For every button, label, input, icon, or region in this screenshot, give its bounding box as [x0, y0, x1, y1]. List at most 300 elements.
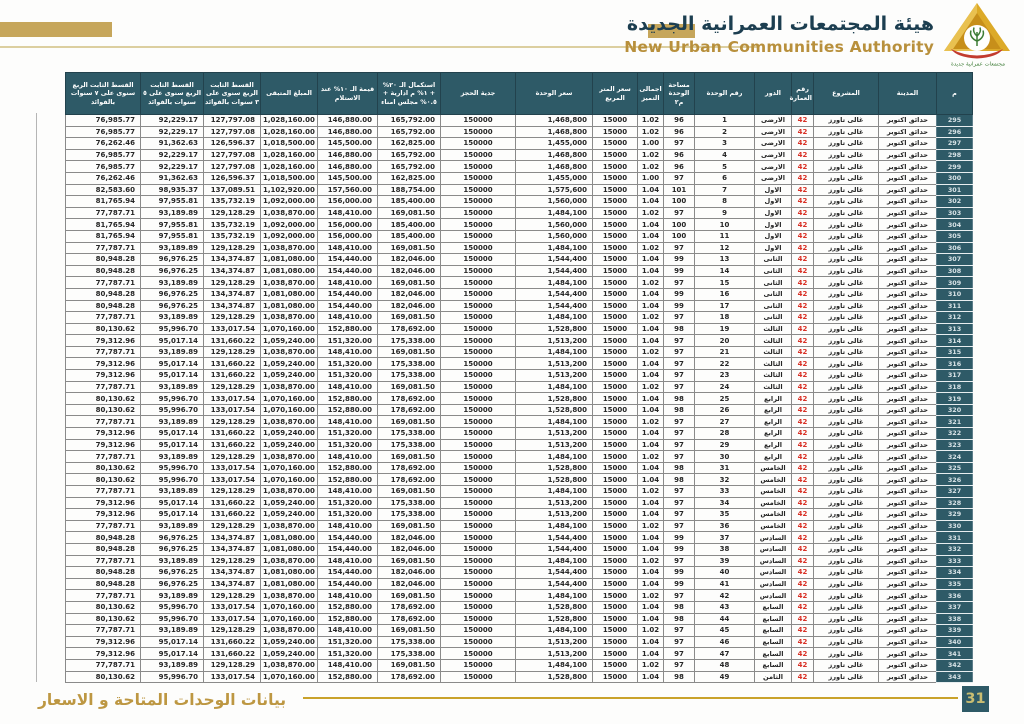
cell-unit-area-m2: 99 — [664, 578, 695, 590]
cell-project: غالى تاورز — [814, 509, 879, 521]
cell-value-10pct-delivery: 148,410.00 — [318, 381, 378, 393]
cell-serial: 309 — [937, 277, 973, 289]
table-row — [66, 335, 973, 347]
cell-city: حدائق اكتوبر — [879, 532, 937, 544]
cell-unit-area-m2: 99 — [664, 288, 695, 300]
cell-remaining-amount: 1,059,240.00 — [261, 428, 318, 440]
cell-installment-7y: 79,312.96 — [66, 497, 141, 509]
cell-unit-price: 1,528,800 — [516, 613, 593, 625]
cell-serial: 313 — [937, 323, 973, 335]
cell-completion-20pct: 185,400.00 — [378, 219, 441, 231]
cell-unit-price: 1,484,100 — [516, 590, 593, 602]
cell-unit-area-m2: 97 — [664, 520, 695, 532]
cell-installment-7y: 77,787.71 — [66, 486, 141, 498]
cell-premium-total: 1.02 — [638, 381, 664, 393]
cell-unit-area-m2: 98 — [664, 404, 695, 416]
cell-price-per-m2: 15000 — [593, 462, 638, 474]
cell-installment-3y: 129,128.29 — [204, 346, 261, 358]
cell-price-per-m2: 15000 — [593, 126, 638, 138]
footer-gold-line — [303, 697, 958, 699]
cell-remaining-amount: 1,028,160.00 — [261, 126, 318, 138]
cell-project: غالى تاورز — [814, 277, 879, 289]
cell-project: غالى تاورز — [814, 312, 879, 324]
cell-project: غالى تاورز — [814, 532, 879, 544]
cell-price-per-m2: 15000 — [593, 636, 638, 648]
cell-price-per-m2: 15000 — [593, 439, 638, 451]
cell-serial: 303 — [937, 207, 973, 219]
cell-unit-price: 1,484,100 — [516, 486, 593, 498]
cell-remaining-amount: 1,028,160.00 — [261, 149, 318, 161]
cell-unit-area-m2: 96 — [664, 115, 695, 127]
cell-project: غالى تاورز — [814, 393, 879, 405]
cell-unit-price: 1,544,400 — [516, 300, 593, 312]
cell-project: غالى تاورز — [814, 567, 879, 579]
cell-installment-7y: 76,985.77 — [66, 149, 141, 161]
cell-unit-no: 34 — [695, 497, 755, 509]
cell-price-per-m2: 15000 — [593, 161, 638, 173]
cell-floor: الثالث — [755, 358, 792, 370]
cell-installment-3y: 134,374.87 — [204, 288, 261, 300]
cell-installment-5y: 95,017.14 — [141, 428, 204, 440]
cell-value-10pct-delivery: 148,410.00 — [318, 312, 378, 324]
cell-unit-area-m2: 99 — [664, 300, 695, 312]
cell-installment-5y: 93,189.89 — [141, 555, 204, 567]
cell-serial: 315 — [937, 346, 973, 358]
cell-serial: 324 — [937, 451, 973, 463]
cell-price-per-m2: 15000 — [593, 428, 638, 440]
cell-installment-3y: 134,374.87 — [204, 300, 261, 312]
cell-price-per-m2: 15000 — [593, 555, 638, 567]
cell-value-10pct-delivery: 152,880.00 — [318, 474, 378, 486]
cell-installment-7y: 80,948.28 — [66, 543, 141, 555]
column-header-installment-3y: القسط الثابت الربع سنوى على ٣ سنوات بالفوائد — [204, 73, 261, 115]
cell-installment-3y: 131,660.22 — [204, 648, 261, 660]
cell-reservation-deposit: 150000 — [441, 590, 516, 602]
cell-remaining-amount: 1,070,160.00 — [261, 474, 318, 486]
units-price-table — [65, 72, 973, 683]
cell-serial: 298 — [937, 149, 973, 161]
cell-installment-5y: 96,976.25 — [141, 265, 204, 277]
cell-completion-20pct: 182,046.00 — [378, 532, 441, 544]
cell-value-10pct-delivery: 148,410.00 — [318, 625, 378, 637]
cell-value-10pct-delivery: 151,320.00 — [318, 497, 378, 509]
cell-floor: الثامن — [755, 671, 792, 683]
cell-completion-20pct: 169,081.50 — [378, 659, 441, 671]
cell-unit-area-m2: 97 — [664, 312, 695, 324]
cell-completion-20pct: 169,081.50 — [378, 451, 441, 463]
cell-completion-20pct: 169,081.50 — [378, 312, 441, 324]
cell-project: غالى تاورز — [814, 115, 879, 127]
cell-installment-7y: 80,948.28 — [66, 578, 141, 590]
table-row — [66, 126, 973, 138]
cell-city: حدائق اكتوبر — [879, 439, 937, 451]
cell-unit-area-m2: 99 — [664, 254, 695, 266]
cell-value-10pct-delivery: 148,410.00 — [318, 520, 378, 532]
cell-serial: 325 — [937, 462, 973, 474]
cell-completion-20pct: 175,338.00 — [378, 358, 441, 370]
cell-building-no: 42 — [792, 115, 814, 127]
cell-installment-3y: 129,128.29 — [204, 277, 261, 289]
cell-completion-20pct: 178,692.00 — [378, 601, 441, 613]
cell-installment-7y: 76,985.77 — [66, 115, 141, 127]
cell-installment-5y: 95,017.14 — [141, 370, 204, 382]
cell-completion-20pct: 169,081.50 — [378, 277, 441, 289]
cell-unit-area-m2: 97 — [664, 636, 695, 648]
cell-installment-3y: 131,660.22 — [204, 439, 261, 451]
cell-price-per-m2: 15000 — [593, 601, 638, 613]
cell-completion-20pct: 169,081.50 — [378, 590, 441, 602]
cell-unit-no: 21 — [695, 346, 755, 358]
cell-value-10pct-delivery: 151,320.00 — [318, 428, 378, 440]
cell-unit-no: 33 — [695, 486, 755, 498]
cell-premium-total: 1.04 — [638, 428, 664, 440]
cell-reservation-deposit: 150000 — [441, 300, 516, 312]
cell-value-10pct-delivery: 154,440.00 — [318, 288, 378, 300]
cell-building-no: 42 — [792, 358, 814, 370]
cell-building-no: 42 — [792, 288, 814, 300]
cell-reservation-deposit: 150000 — [441, 439, 516, 451]
cell-installment-5y: 95,017.14 — [141, 439, 204, 451]
cell-city: حدائق اكتوبر — [879, 335, 937, 347]
cell-completion-20pct: 165,792.00 — [378, 161, 441, 173]
cell-project: غالى تاورز — [814, 636, 879, 648]
cell-unit-no: 31 — [695, 462, 755, 474]
cell-price-per-m2: 15000 — [593, 219, 638, 231]
table-row — [66, 509, 973, 521]
column-header-unit-price: سعر الوحدة — [516, 73, 593, 115]
cell-premium-total: 1.02 — [638, 659, 664, 671]
cell-installment-7y: 80,948.28 — [66, 532, 141, 544]
cell-premium-total: 1.02 — [638, 555, 664, 567]
cell-serial: 341 — [937, 648, 973, 660]
cell-price-per-m2: 15000 — [593, 254, 638, 266]
cell-price-per-m2: 15000 — [593, 346, 638, 358]
cell-value-10pct-delivery: 148,410.00 — [318, 346, 378, 358]
cell-premium-total: 1.04 — [638, 532, 664, 544]
cell-remaining-amount: 1,038,870.00 — [261, 659, 318, 671]
column-header-floor: الدور — [755, 73, 792, 115]
column-header-unit-area-m2: مساحة الوحدة م٢ — [664, 73, 695, 115]
cell-serial: 330 — [937, 520, 973, 532]
cell-price-per-m2: 15000 — [593, 242, 638, 254]
cell-remaining-amount: 1,018,500.00 — [261, 138, 318, 150]
cell-installment-5y: 93,189.89 — [141, 207, 204, 219]
table-row — [66, 625, 973, 637]
cell-installment-3y: 133,017.54 — [204, 404, 261, 416]
cell-installment-7y: 79,312.96 — [66, 335, 141, 347]
cell-completion-20pct: 169,081.50 — [378, 555, 441, 567]
cell-installment-5y: 95,017.14 — [141, 497, 204, 509]
table-row — [66, 323, 973, 335]
table-row — [66, 393, 973, 405]
cell-premium-total: 1.00 — [638, 172, 664, 184]
cell-project: غالى تاورز — [814, 474, 879, 486]
cell-price-per-m2: 15000 — [593, 416, 638, 428]
cell-value-10pct-delivery: 151,320.00 — [318, 636, 378, 648]
cell-project: غالى تاورز — [814, 300, 879, 312]
cell-premium-total: 1.02 — [638, 451, 664, 463]
cell-serial: 331 — [937, 532, 973, 544]
cell-installment-5y: 93,189.89 — [141, 590, 204, 602]
cell-installment-5y: 93,189.89 — [141, 659, 204, 671]
table-row — [66, 497, 973, 509]
cell-installment-5y: 95,017.14 — [141, 358, 204, 370]
cell-remaining-amount: 1,070,160.00 — [261, 462, 318, 474]
cell-value-10pct-delivery: 151,320.00 — [318, 358, 378, 370]
cell-remaining-amount: 1,059,240.00 — [261, 370, 318, 382]
cell-installment-3y: 129,128.29 — [204, 207, 261, 219]
cell-project: غالى تاورز — [814, 126, 879, 138]
units-table-wrap — [65, 72, 973, 683]
cell-price-per-m2: 15000 — [593, 115, 638, 127]
cell-completion-20pct: 169,081.50 — [378, 242, 441, 254]
cell-city: حدائق اكتوبر — [879, 543, 937, 555]
cell-unit-area-m2: 97 — [664, 451, 695, 463]
authority-title-english: New Urban Communities Authority — [624, 38, 934, 56]
cell-serial: 299 — [937, 161, 973, 173]
cell-installment-3y: 131,660.22 — [204, 370, 261, 382]
cell-city: حدائق اكتوبر — [879, 451, 937, 463]
cell-installment-3y: 129,128.29 — [204, 555, 261, 567]
cell-city: حدائق اكتوبر — [879, 404, 937, 416]
cell-project: غالى تاورز — [814, 346, 879, 358]
cell-completion-20pct: 169,081.50 — [378, 520, 441, 532]
cell-unit-price: 1,528,800 — [516, 474, 593, 486]
cell-building-no: 42 — [792, 335, 814, 347]
cell-premium-total: 1.04 — [638, 288, 664, 300]
cell-price-per-m2: 15000 — [593, 509, 638, 521]
cell-unit-area-m2: 97 — [664, 416, 695, 428]
cell-floor: الاول — [755, 230, 792, 242]
cell-remaining-amount: 1,028,160.00 — [261, 161, 318, 173]
cell-floor: الاول — [755, 219, 792, 231]
cell-unit-no: 14 — [695, 265, 755, 277]
cell-serial: 336 — [937, 590, 973, 602]
cell-unit-area-m2: 97 — [664, 625, 695, 637]
cell-floor: الاول — [755, 196, 792, 208]
cell-installment-7y: 80,948.28 — [66, 288, 141, 300]
cell-installment-7y: 76,985.77 — [66, 126, 141, 138]
cell-premium-total: 1.02 — [638, 520, 664, 532]
cell-reservation-deposit: 150000 — [441, 381, 516, 393]
logo-caption: مجتمعات عمرانية جديدة — [951, 61, 1005, 67]
cell-value-10pct-delivery: 148,410.00 — [318, 451, 378, 463]
cell-remaining-amount: 1,081,080.00 — [261, 265, 318, 277]
cell-installment-3y: 129,128.29 — [204, 312, 261, 324]
cell-city: حدائق اكتوبر — [879, 381, 937, 393]
cell-price-per-m2: 15000 — [593, 381, 638, 393]
cell-value-10pct-delivery: 152,880.00 — [318, 323, 378, 335]
cell-building-no: 42 — [792, 323, 814, 335]
cell-unit-no: 48 — [695, 659, 755, 671]
cell-unit-price: 1,560,000 — [516, 230, 593, 242]
cell-floor: السادس — [755, 590, 792, 602]
cell-unit-area-m2: 99 — [664, 532, 695, 544]
cell-unit-area-m2: 97 — [664, 277, 695, 289]
cell-installment-3y: 133,017.54 — [204, 613, 261, 625]
cell-city: حدائق اكتوبر — [879, 323, 937, 335]
cell-unit-area-m2: 97 — [664, 659, 695, 671]
cell-unit-no: 25 — [695, 393, 755, 405]
cell-remaining-amount: 1,081,080.00 — [261, 532, 318, 544]
cell-installment-3y: 129,128.29 — [204, 242, 261, 254]
table-row — [66, 312, 973, 324]
cell-unit-area-m2: 98 — [664, 462, 695, 474]
table-row — [66, 346, 973, 358]
cell-unit-area-m2: 100 — [664, 196, 695, 208]
cell-price-per-m2: 15000 — [593, 196, 638, 208]
cell-serial: 321 — [937, 416, 973, 428]
cell-installment-5y: 97,955.81 — [141, 219, 204, 231]
cell-premium-total: 1.04 — [638, 393, 664, 405]
table-row — [66, 486, 973, 498]
cell-remaining-amount: 1,059,240.00 — [261, 648, 318, 660]
cell-price-per-m2: 15000 — [593, 578, 638, 590]
cell-unit-no: 7 — [695, 184, 755, 196]
cell-floor: الرابع — [755, 393, 792, 405]
cell-remaining-amount: 1,059,240.00 — [261, 509, 318, 521]
cell-floor: الثانى — [755, 288, 792, 300]
cell-value-10pct-delivery: 146,880.00 — [318, 115, 378, 127]
cell-reservation-deposit: 150000 — [441, 312, 516, 324]
cell-reservation-deposit: 150000 — [441, 207, 516, 219]
cell-remaining-amount: 1,070,160.00 — [261, 404, 318, 416]
cell-serial: 340 — [937, 636, 973, 648]
cell-unit-area-m2: 98 — [664, 601, 695, 613]
cell-project: غالى تاورز — [814, 242, 879, 254]
cell-building-no: 42 — [792, 659, 814, 671]
cell-floor: السادس — [755, 578, 792, 590]
cell-project: غالى تاورز — [814, 184, 879, 196]
cell-completion-20pct: 175,338.00 — [378, 335, 441, 347]
cell-project: غالى تاورز — [814, 404, 879, 416]
cell-unit-price: 1,484,100 — [516, 555, 593, 567]
cell-premium-total: 1.04 — [638, 474, 664, 486]
cell-floor: الثانى — [755, 254, 792, 266]
cell-completion-20pct: 182,046.00 — [378, 543, 441, 555]
cell-reservation-deposit: 150000 — [441, 486, 516, 498]
cell-unit-no: 8 — [695, 196, 755, 208]
cell-unit-no: 11 — [695, 230, 755, 242]
cell-unit-price: 1,575,600 — [516, 184, 593, 196]
cell-project: غالى تاورز — [814, 428, 879, 440]
cell-floor: السابع — [755, 613, 792, 625]
cell-floor: السادس — [755, 532, 792, 544]
cell-serial: 332 — [937, 543, 973, 555]
cell-unit-area-m2: 97 — [664, 590, 695, 602]
cell-remaining-amount: 1,081,080.00 — [261, 578, 318, 590]
cell-premium-total: 1.02 — [638, 242, 664, 254]
cell-unit-price: 1,544,400 — [516, 578, 593, 590]
cell-floor: الرابع — [755, 404, 792, 416]
cell-unit-no: 13 — [695, 254, 755, 266]
cell-building-no: 42 — [792, 277, 814, 289]
table-row — [66, 404, 973, 416]
cell-value-10pct-delivery: 148,410.00 — [318, 659, 378, 671]
cell-reservation-deposit: 150000 — [441, 242, 516, 254]
cell-completion-20pct: 162,825.00 — [378, 172, 441, 184]
table-row — [66, 555, 973, 567]
cell-installment-5y: 93,189.89 — [141, 486, 204, 498]
cell-unit-price: 1,528,800 — [516, 601, 593, 613]
cell-unit-no: 38 — [695, 543, 755, 555]
cell-installment-5y: 96,976.25 — [141, 288, 204, 300]
cell-unit-no: 27 — [695, 416, 755, 428]
cell-unit-no: 15 — [695, 277, 755, 289]
cell-premium-total: 1.04 — [638, 300, 664, 312]
cell-price-per-m2: 15000 — [593, 532, 638, 544]
cell-installment-3y: 133,017.54 — [204, 462, 261, 474]
cell-serial: 338 — [937, 613, 973, 625]
cell-completion-20pct: 178,692.00 — [378, 671, 441, 683]
cell-unit-no: 39 — [695, 555, 755, 567]
table-row — [66, 671, 973, 683]
cell-installment-5y: 93,189.89 — [141, 381, 204, 393]
cell-unit-price: 1,560,000 — [516, 196, 593, 208]
cell-unit-price: 1,455,000 — [516, 138, 593, 150]
cell-serial: 339 — [937, 625, 973, 637]
cell-building-no: 42 — [792, 671, 814, 683]
cell-installment-3y: 134,374.87 — [204, 543, 261, 555]
cell-serial: 323 — [937, 439, 973, 451]
cell-building-no: 42 — [792, 184, 814, 196]
cell-remaining-amount: 1,018,500.00 — [261, 172, 318, 184]
table-row — [66, 648, 973, 660]
cell-completion-20pct: 178,692.00 — [378, 462, 441, 474]
cell-remaining-amount: 1,059,240.00 — [261, 335, 318, 347]
cell-serial: 328 — [937, 497, 973, 509]
cell-building-no: 42 — [792, 254, 814, 266]
cell-floor: الخامس — [755, 462, 792, 474]
cell-floor: الخامس — [755, 474, 792, 486]
cell-remaining-amount: 1,038,870.00 — [261, 486, 318, 498]
column-header-value-10pct-delivery: قيمة الـ ١٠% عند الاستلام — [318, 73, 378, 115]
cell-unit-price: 1,513,200 — [516, 648, 593, 660]
cell-value-10pct-delivery: 152,880.00 — [318, 404, 378, 416]
cell-serial: 322 — [937, 428, 973, 440]
cell-reservation-deposit: 150000 — [441, 648, 516, 660]
cell-reservation-deposit: 150000 — [441, 149, 516, 161]
column-header-completion-20pct: استكمال الـ ٢٠% + ١% م ادارية + ٠.٥% مجلس امناء — [378, 73, 441, 115]
cell-reservation-deposit: 150000 — [441, 625, 516, 637]
cell-installment-5y: 97,955.81 — [141, 230, 204, 242]
cell-serial: 305 — [937, 230, 973, 242]
cell-reservation-deposit: 150000 — [441, 578, 516, 590]
cell-installment-5y: 93,189.89 — [141, 625, 204, 637]
cell-city: حدائق اكتوبر — [879, 161, 937, 173]
cell-installment-7y: 80,130.62 — [66, 474, 141, 486]
cell-building-no: 42 — [792, 265, 814, 277]
cell-building-no: 42 — [792, 126, 814, 138]
cell-project: غالى تاورز — [814, 613, 879, 625]
cell-unit-price: 1,544,400 — [516, 543, 593, 555]
cell-city: حدائق اكتوبر — [879, 172, 937, 184]
cell-building-no: 42 — [792, 196, 814, 208]
cell-completion-20pct: 169,081.50 — [378, 416, 441, 428]
cell-unit-price: 1,484,100 — [516, 451, 593, 463]
cell-unit-price: 1,484,100 — [516, 242, 593, 254]
cell-unit-price: 1,484,100 — [516, 346, 593, 358]
cell-building-no: 42 — [792, 312, 814, 324]
cell-unit-price: 1,528,800 — [516, 671, 593, 683]
cell-building-no: 42 — [792, 486, 814, 498]
cell-remaining-amount: 1,038,870.00 — [261, 416, 318, 428]
cell-installment-5y: 93,189.89 — [141, 346, 204, 358]
cell-remaining-amount: 1,070,160.00 — [261, 601, 318, 613]
cell-installment-3y: 133,017.54 — [204, 393, 261, 405]
cell-unit-area-m2: 98 — [664, 393, 695, 405]
cell-unit-area-m2: 97 — [664, 346, 695, 358]
